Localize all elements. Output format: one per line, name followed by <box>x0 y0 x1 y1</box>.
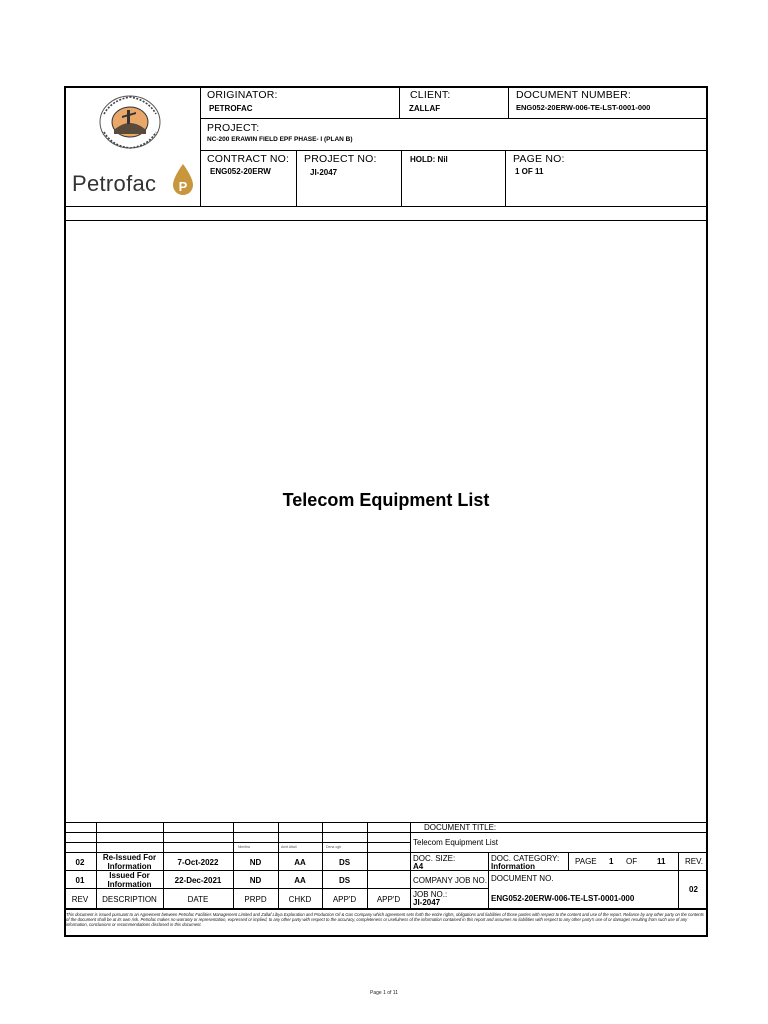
page-total: 11 <box>657 857 666 866</box>
doc-size-value: A4 <box>413 862 424 871</box>
contract-value: ENG052-20ERW <box>210 167 271 176</box>
appd-02: DS <box>338 858 351 867</box>
tb-v-page <box>568 852 569 870</box>
frame-right <box>706 86 708 937</box>
project-no-value: JI-2047 <box>310 168 338 177</box>
doc-category-value: Information <box>491 862 535 871</box>
petrofac-mark: P <box>178 179 188 194</box>
disclaimer-text: This document is issued pursuant to an Agreement between Petrofac Facilities Management Limited and Zallaf Libya Exploration and Production Oil & Gas Company which agreement sets forth the entire rights, obligations and liabilities of those parties with respect to the content and use of the report. Reliance by any other party on the contents of the document shall be at its own risk. Petrofac makes no warranty or representation, expressed or implied, to any other party with respect to the accuracy, completeness or usefulness of the information contained in this report and assumes no liabilities with respect to any other party's use of or damages resulting from such use of any information, conclusions or recommendations disclosed in this document. <box>66 912 704 927</box>
signature-prpd: Nimitha <box>238 845 250 849</box>
of-label: OF <box>626 857 638 866</box>
document-no-label: DOCUMENT NO. <box>491 874 554 883</box>
frame-bottom <box>64 935 708 937</box>
project-label: PROJECT: <box>207 122 260 134</box>
rev-01: 01 <box>75 876 85 885</box>
page-no-label: PAGE NO: <box>513 153 565 165</box>
project-divider <box>401 150 402 207</box>
col-date: DATE <box>187 895 209 904</box>
desc-02: Re-Issued For Information <box>102 853 157 871</box>
petrofac-drop-icon <box>170 163 196 197</box>
appd-01: DS <box>338 876 351 885</box>
originator-value: PETROFAC <box>209 104 253 113</box>
tb-v-rev-col <box>678 852 679 909</box>
col-prpd: PRPD <box>244 895 267 904</box>
client-label: CLIENT: <box>410 89 451 101</box>
page-no-value: 1 OF 11 <box>515 167 544 176</box>
frame-left <box>64 86 66 937</box>
header-row2-line <box>200 150 707 151</box>
doc-title-value: Telecom Equipment List <box>413 838 498 847</box>
document-main-title: Telecom Equipment List <box>282 490 490 510</box>
zallaf-seal-logo <box>98 94 162 150</box>
project-value: NC-200 ERAWIN FIELD EPF PHASE- I (PLAN B) <box>207 136 353 143</box>
tb-line-2 <box>64 832 708 833</box>
col-chkd: CHKD <box>288 895 312 904</box>
rev-label: REV. <box>685 857 703 866</box>
prpd-01: ND <box>249 876 262 885</box>
document-no-value: ENG052-20ERW-006-TE-LST-0001-000 <box>491 894 635 903</box>
job-no-value: JI-2047 <box>413 898 441 907</box>
company-job-label: COMPANY JOB NO. <box>413 876 487 885</box>
col-description: DESCRIPTION <box>102 895 157 904</box>
date-02: 7-Oct-2022 <box>177 858 219 867</box>
job-no-label: JOB NO.: <box>413 890 448 899</box>
docnum-divider <box>508 86 509 119</box>
col-appd-2: APP'D <box>376 895 401 904</box>
doc-title-label: DOCUMENT TITLE: <box>424 823 497 832</box>
contract-label: CONTRACT NO: <box>207 153 290 165</box>
contract-divider <box>296 150 297 207</box>
header-bottom-line <box>64 206 708 207</box>
rev-value: 02 <box>689 885 698 894</box>
hold-value: HOLD: Nil <box>410 155 448 164</box>
client-value: ZALLAF <box>409 104 441 113</box>
prpd-02: ND <box>249 858 262 867</box>
tb-line-3 <box>64 842 410 843</box>
logo-divider <box>200 86 201 207</box>
tb-line-7 <box>64 908 708 910</box>
hold-divider <box>505 150 506 207</box>
chkd-01: AA <box>294 876 306 885</box>
doc-category-label: DOC. CATEGORY: <box>491 854 560 863</box>
tb-v-appd2 <box>410 822 411 909</box>
petrofac-logo-text: Petrofac <box>72 171 157 196</box>
desc-01: Issued For Information <box>107 871 152 889</box>
project-no-label: PROJECT NO: <box>304 153 377 165</box>
frame-top <box>64 86 708 88</box>
tb-v-doccat <box>488 852 489 909</box>
page-footer: Page 1 of 11 <box>370 990 398 996</box>
header-gap-line <box>64 220 708 221</box>
col-rev: REV <box>71 895 89 904</box>
doc-size-label: DOC. SIZE: <box>413 854 456 863</box>
date-01: 22-Dec-2021 <box>174 876 222 885</box>
chkd-02: AA <box>294 858 306 867</box>
col-appd: APP'D <box>332 895 357 904</box>
document-number-value: ENG052-20ERW-006-TE-LST-0001-000 <box>516 103 651 112</box>
page-label: PAGE <box>575 857 597 866</box>
rev-02: 02 <box>75 858 85 867</box>
header-row1-line <box>200 118 707 119</box>
page-number: 1 <box>609 857 614 866</box>
client-divider <box>399 86 400 119</box>
originator-label: ORIGINATOR: <box>207 89 278 101</box>
tb-top-line <box>64 822 708 823</box>
signature-chkd: Amit Attali <box>281 845 297 849</box>
signature-appd: Dena ogb <box>326 845 342 849</box>
document-number-label: DOCUMENT NUMBER: <box>516 89 632 101</box>
